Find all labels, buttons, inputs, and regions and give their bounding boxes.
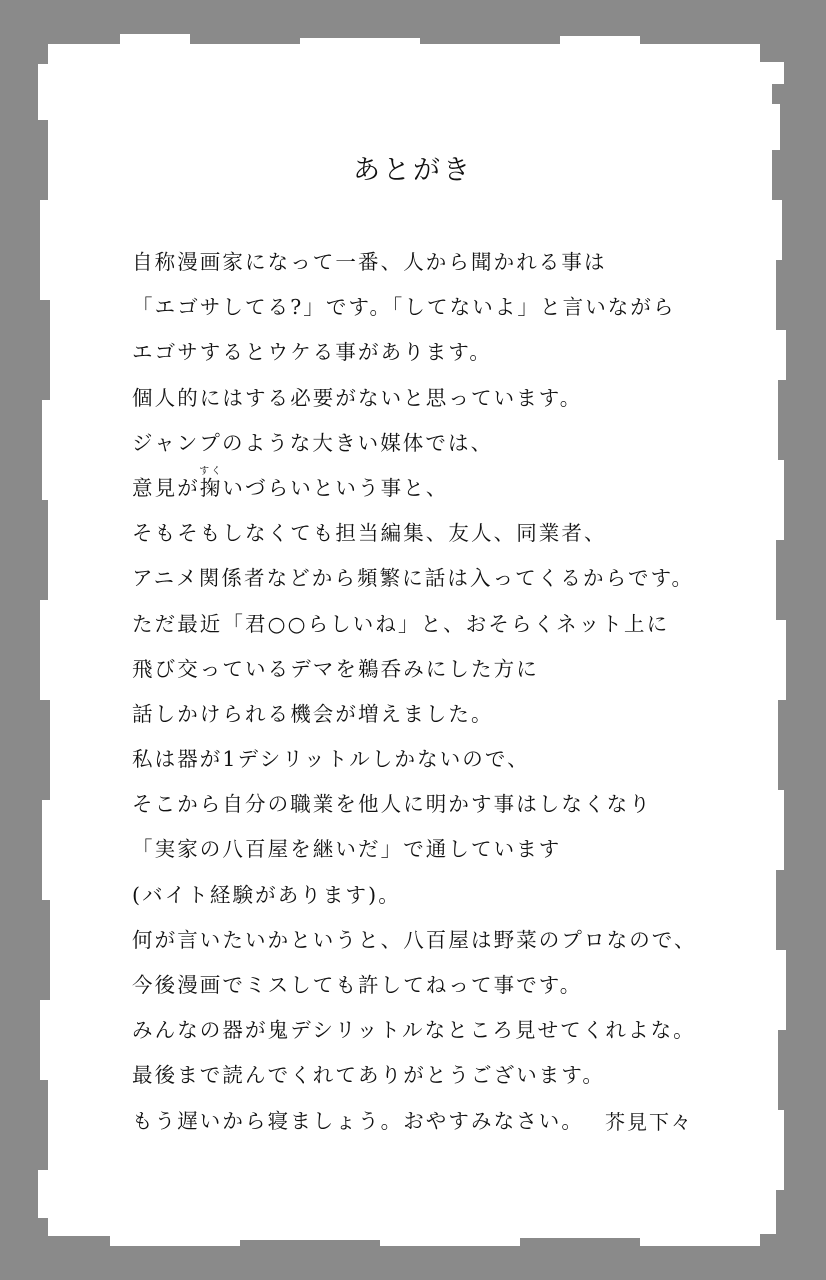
text-line: 「実家の八百屋を継いだ」で通しています <box>132 837 562 862</box>
text-line: (バイト経験があります)。 <box>132 882 401 907</box>
text-segment: 意見が <box>132 475 200 500</box>
text-line: そこから自分の職業を他人に明かす事はしなくなり <box>132 792 652 817</box>
text-line: アニメ関係者などから頻繁に話は入ってくるからです。 <box>132 566 695 591</box>
text-line: 個人的にはする必要がないと思っています。 <box>132 385 583 410</box>
text-line: ただ最近「君○○らしいね」と、おそらくネット上に <box>132 611 670 636</box>
text-line: そもそもしなくても担当編集、友人、同業者、 <box>132 521 607 546</box>
text-line: みんなの器が鬼デシリットルなところ見せてくれよな。 <box>132 1018 696 1043</box>
ruby-base: 掬 <box>199 475 224 500</box>
ruby-reading: すく <box>199 465 224 477</box>
text-line: 何が言いたいかというと、八百屋は野菜のプロなので、 <box>132 927 697 952</box>
text-line: エゴサするとウケる事があります。 <box>132 340 492 365</box>
page-title: あとがき <box>353 155 473 186</box>
afterword-text <box>132 240 732 1144</box>
text-line: 飛び交っているデマを鵜呑みにした方に <box>132 656 539 681</box>
text-line: 「エゴサしてる?」です。「してないよ」と言いながら <box>132 295 676 320</box>
text-segment: いづらいという事と、 <box>222 475 449 500</box>
text-line: 話しかけられる機会が増えました。 <box>132 701 494 726</box>
text-line-with-ruby <box>132 466 732 511</box>
author-signature: 芥見下々 <box>605 1110 693 1134</box>
text-line: 私は器が1デシリットルしかないので、 <box>132 747 530 772</box>
text-line: 今後漫画でミスしても許してねって事です。 <box>132 973 583 997</box>
text-line: 最後まで読んでくれてありがとうございます。 <box>132 1063 605 1088</box>
ruby-annotation <box>199 465 224 500</box>
text-line: もう遅いから寝ましょう。おやすみなさい。 <box>132 1108 584 1133</box>
text-line: 自称漫画家になって一番、人から聞かれる事は <box>132 250 607 274</box>
text-line: ジャンプのような大きい媒体では、 <box>132 430 494 455</box>
